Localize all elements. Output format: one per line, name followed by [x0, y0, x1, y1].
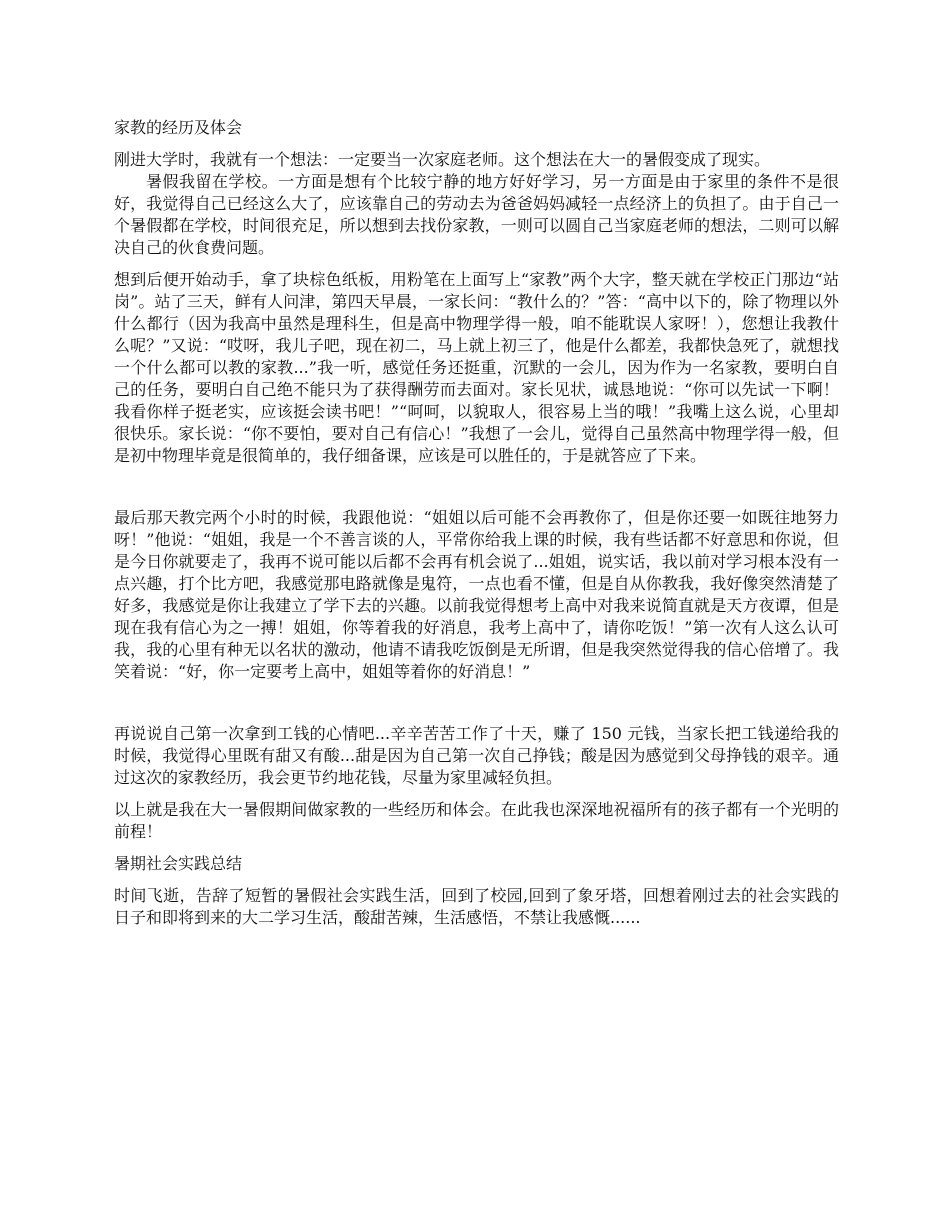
blank-gap: [114, 467, 839, 507]
document-title: 家教的经历及体会: [114, 118, 243, 137]
paragraph-closing: 时间飞逝，告辞了短暂的暑假社会实践生活，回到了校园,回到了象牙塔，回想着刚过去的社会实践的日子和即将到来的大二学习生活，酸甜苦辣，生活感悟，不禁让我感慨......: [114, 886, 839, 927]
paragraph-summer-stay: 暑假我留在学校。一方面是想有个比较宁静的地方好好学习，另一方面是由于家里的条件不是很好，我觉得自己已经这么大了，应该靠自己的劳动去为爸爸妈妈减轻一点经济上的负担了。由于自己一个暑假都在学校，时间很充足，所以想到去找份家教，一则可以圆自己当家庭老师的想法，二则可以解决自己的伙食费问题。: [114, 172, 839, 257]
blank-gap: [114, 683, 839, 723]
paragraph-conclusion: 以上就是我在大一暑假期间做家教的一些经历和体会。在此我也深深地祝福所有的孩子都有一个光明的前程！: [114, 800, 839, 841]
document-page: [114, 117, 839, 929]
paragraph-finding-job: 想到后便开始动手，拿了块棕色纸板，用粉笔在上面写上“家教”两个大字，整天就在学校正门那边“站岗”。站了三天，鲜有人问津，第四天早晨，一家长问：“教什么的？”答：“高中以下的，除了物理以外什么都行（因为我高中虽然是理科生，但是高中物理学得一般，咱不能耽误人家呀！），您想让我教什么呢？”又说：“哎呀，我儿子吧，现在初二，马上就上初三了，他是什么都差，我都快急死了，就想找一个什么都可以教的家教...”我一听，感觉任务还挺重，沉默的一会儿，因为作为一名家教，要明白自己的任务，要明白自己绝不能只为了获得酬劳而去面对。家长见状，诚恳地说：“你可以先试一下啊！我看你样子挺老实，应该挺会读书吧！”“呵呵，以貌取人，很容易上当的哦！”我嘴上这么说，心里却很快乐。家长说：“你不要怕，要对自己有信心！”我想了一会儿，觉得自己虽然高中物理学得一般，但是初中物理毕竟是很简单的，我仔细备课，应该是可以胜任的，于是就答应了下来。: [114, 270, 839, 465]
paragraph-last-day: 最后那天教完两个小时的时候，我跟他说：“姐姐以后可能不会再教你了，但是你还要一如既往地努力呀！”他说：“姐姐，我是一个不善言谈的人，平常你给我上课的时候，我有些话都不好意思和你说，但是今日你就要走了，我再不说可能以后都不会再有机会说了...姐姐，说实话，我以前对学习根本没有一点兴趣，打个比方吧，我感觉那电路就像是鬼符，一点也看不懂，但是自从你教我，我好像突然清楚了好多，我感觉是你让我建立了学下去的兴趣。以前我觉得想考上高中对我来说简直就是天方夜谭，但是现在我有信心为之一搏！姐姐，你等着我的好消息，我考上高中了，请你吃饭！”第一次有人这么认可我，我的心里有种无以名状的激动，他请不请我吃饭倒是无所谓，但是我突然觉得我的信心倍增了。我笑着说：“好，你一定要考上高中，姐姐等着你的好消息！”: [114, 508, 839, 681]
paragraph-first-wage: 再说说自己第一次拿到工钱的心情吧...辛辛苦苦工作了十天，赚了 150 元钱，当家长把工钱递给我的时候，我觉得心里既有甜又有酸...甜是因为自己第一次自己挣钱；酸是因为感觉到父母挣钱的艰辛。通过这次的家教经历，我会更节约地花钱，尽量为家里减轻负担。: [114, 724, 839, 787]
paragraph-intro: 刚进大学时，我就有一个想法：一定要当一次家庭老师。这个想法在大一的暑假变成了现实。: [114, 150, 771, 169]
section-title: 暑期社会实践总结: [114, 854, 243, 873]
